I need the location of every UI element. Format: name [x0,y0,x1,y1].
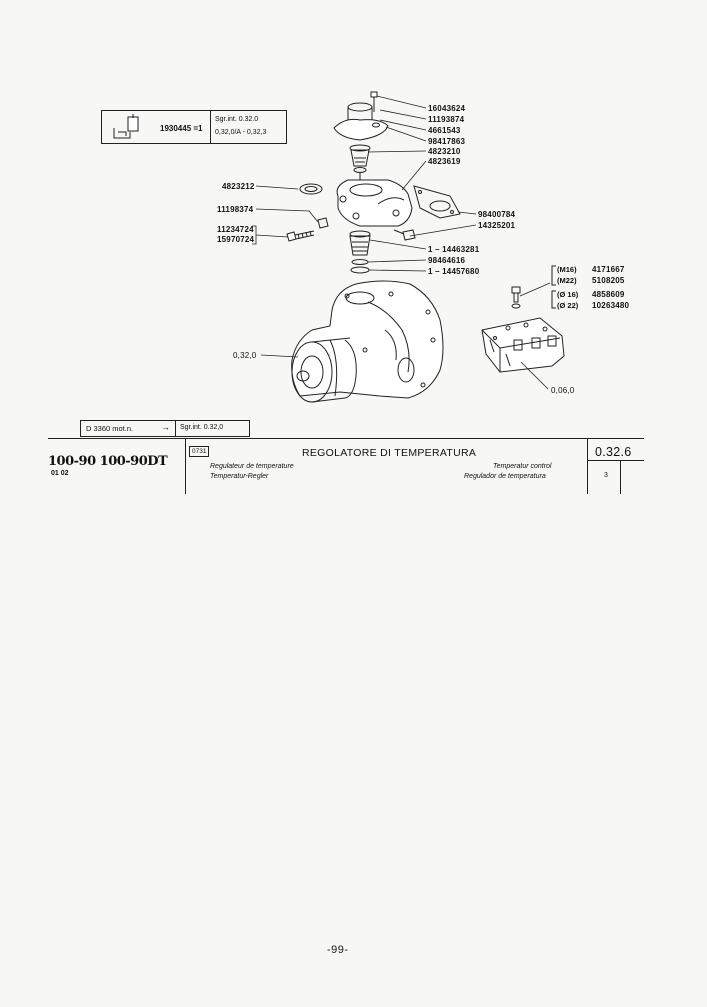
part-number: 4171667 [592,265,625,274]
engine-serial-box [80,420,250,437]
kit-reference-box [101,110,287,144]
part-number: 4823212 [222,182,255,191]
sheet-number: 3 [604,472,608,479]
reference-label: 0,32,0 [233,351,257,360]
part-number: 11193874 [428,115,465,124]
kit-part-number: 1930445 =1 [160,124,203,133]
page-number: -99- [327,944,349,956]
variant-label: (Ø 16) [557,290,579,299]
title-block [48,438,644,494]
variant-label: (M22) [557,276,577,285]
subtitle-en: Temperatur control [493,463,552,470]
divider [587,438,588,494]
variant-label: (M16) [557,265,577,274]
divider [620,460,621,494]
divider [185,438,186,494]
divider [587,460,644,461]
date-code: 01 02 [51,470,69,477]
subtitle-es: Regulador de temperatura [464,473,546,480]
part-number: 14325201 [478,221,516,230]
part-number: 98417863 [428,137,466,146]
subtitle-fr: Regulateur de temperature [210,463,294,470]
part-number: 11234724 [217,225,254,234]
part-number: 10263480 [592,301,630,310]
part-number: 5108205 [592,276,625,285]
title-block-top-rule [48,438,644,439]
subtitle-de: Temperatur-Regler [210,473,269,480]
kit-ref-row-1: Sgr.int. 0.32.0 [215,116,259,123]
part-number: 11198374 [217,205,254,214]
part-number: 1 – 14457680 [428,267,480,276]
catalog-code: 0731 [189,446,209,457]
part-number: 4661543 [428,126,461,135]
part-number: 98464616 [428,256,466,265]
part-number: 16043624 [428,104,466,113]
part-number: 98400784 [478,210,516,219]
page-title: REGOLATORE DI TEMPERATURA [302,447,477,459]
part-number: 4858609 [592,290,625,299]
reference-label: 0,06,0 [551,386,575,395]
kit-ref-row-2: 0,32,0/A - 0,32,3 [215,129,267,136]
part-number: 4823210 [428,147,461,156]
divider [210,111,211,143]
arrow-right-icon: → [161,422,170,432]
group-reference: Sgr.int. 0.32,0 [180,424,224,431]
part-number: 4823619 [428,157,461,166]
model-name: 100-90 100-90DT [48,454,168,469]
engine-serial: D 3360 mot.n. [86,424,134,433]
section-number: 0.32.6 [595,445,632,459]
divider [175,421,176,436]
part-number: 15970724 [217,235,255,244]
variant-label: (Ø 22) [557,301,579,310]
part-number: 1 – 14463281 [428,245,480,254]
